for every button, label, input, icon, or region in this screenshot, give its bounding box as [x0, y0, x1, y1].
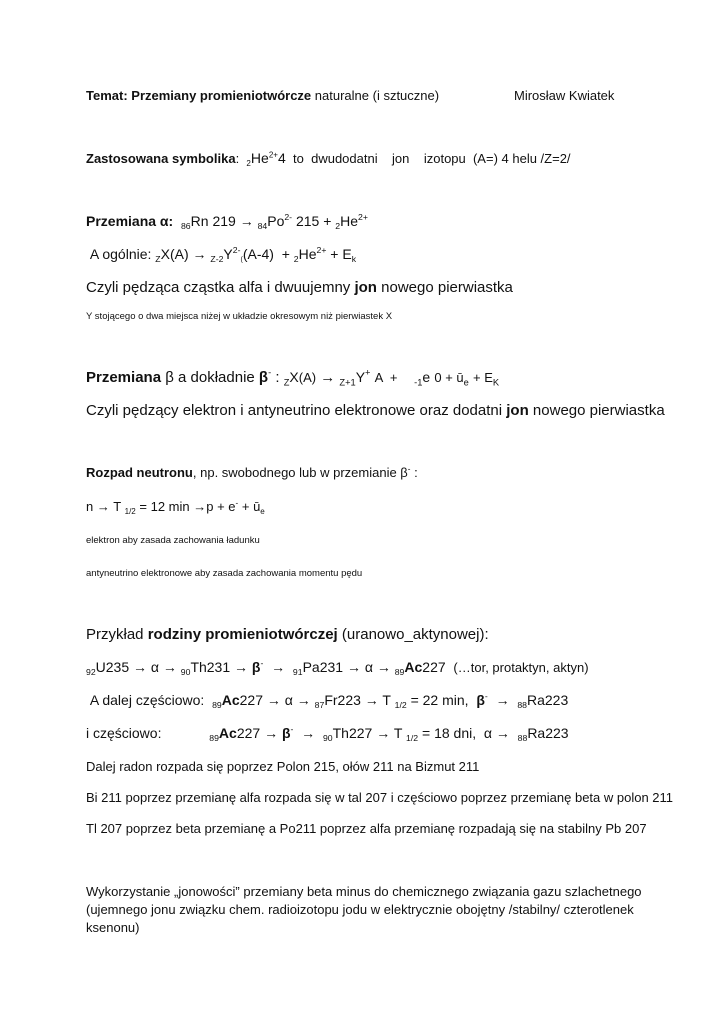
family-title-post: (uranowo_aktynowej): [341, 626, 489, 643]
neutron-label-rest: , np. swobodnego lub w przemianie β [192, 465, 408, 480]
by-mass: A + [374, 370, 398, 385]
rn-z: 86 [180, 221, 191, 232]
r1-alpha2: → α → [346, 659, 391, 675]
alpha-label: Przemiana α: [86, 213, 174, 229]
neutron-note-1: elektron aby zasada zachowania ładunku [86, 535, 260, 546]
neutron-equation [86, 499, 265, 514]
arrow-icon: → [364, 692, 379, 708]
alpha-note: Y stojącego o dwa miejsca niżej w układzie okresowym niż pierwiastek X [86, 311, 393, 322]
beta-bold: β [258, 369, 269, 386]
by-charge: + [365, 367, 371, 378]
he-symbol3: He [298, 246, 317, 262]
title-prefix: Temat: [86, 88, 128, 103]
r1-z3: 91 [292, 667, 303, 678]
r3-beta: β [281, 725, 291, 741]
r2-z3: 88 [517, 700, 527, 711]
beta-equation [86, 369, 499, 386]
family-title-bold: rodziny promieniotwórczej [147, 626, 338, 643]
antineutrino-sub: e [260, 506, 265, 516]
title-main: Przemiany promieniotwórcze [131, 88, 312, 103]
beta-desc-bold: jon [506, 402, 529, 419]
beta-colon: : [275, 369, 280, 386]
symbolika-text: to dwudodatni jon izotopu (A=) 4 helu /Z=2/ [293, 151, 571, 166]
r3-s2: Th227 [332, 725, 373, 741]
po-mass: 215 + [295, 213, 332, 229]
alpha-description [86, 279, 513, 296]
beta-description [86, 402, 665, 419]
r1-z4: 89 [394, 667, 405, 678]
r2-alpha: → α → [266, 692, 311, 708]
alpha-desc-bold: jon [354, 279, 377, 296]
r2-time: = 22 min, [410, 692, 469, 708]
rn-mass: 219 [212, 213, 236, 229]
he-z3: 2 [293, 254, 299, 265]
e-minus: - [235, 498, 239, 508]
y-charge: 2- [232, 244, 241, 255]
he-charge3: 2+ [316, 244, 327, 255]
y-paren: ( [240, 256, 243, 264]
be-sub: e [463, 377, 469, 388]
r3-m1: 227 [236, 725, 261, 741]
r2-s1: Ac [221, 692, 240, 708]
arrow-icon: → [271, 659, 286, 675]
r3-t: T [393, 725, 403, 741]
r3-minus: - [290, 723, 294, 734]
bek-sub: K [492, 377, 500, 388]
po-charge: 2- [284, 211, 293, 222]
r2-s2: Fr223 [324, 692, 361, 708]
alpha-desc-pre: Czyli pędząca cząstka alfa i dwuujemny [86, 279, 351, 296]
he-z2: 2 [335, 221, 341, 232]
r3-alpha: α → [483, 725, 510, 741]
r2-z2: 87 [314, 700, 325, 711]
r3-prefix: i częściowo: [86, 725, 162, 741]
r1-minus: - [260, 657, 264, 668]
by-z: Z+1 [339, 377, 356, 388]
arrow-icon: → [301, 725, 316, 741]
r3-half: 1/2 [406, 733, 419, 744]
bx-symbol: X [289, 369, 299, 385]
he-symbol: He [250, 150, 269, 166]
arrow-icon: → [320, 369, 336, 386]
r3-time: = 18 dni, [422, 725, 477, 741]
ek-plus: + E [330, 246, 352, 262]
arrow-icon: → [376, 725, 391, 741]
time-value: = 12 min [139, 499, 190, 514]
neutron-label: Rozpad neutronu [86, 465, 193, 480]
beta-minus: - [268, 367, 272, 378]
title-rest: naturalne (i sztuczne) [314, 88, 440, 103]
r2-prefix: A dalej częściowo: [89, 692, 205, 708]
alpha-general [86, 244, 357, 265]
be-z: -1 [414, 377, 423, 388]
r1-s2: Th231 [190, 659, 231, 675]
y-mass: (A-4) + [242, 246, 290, 262]
r2-beta: β [476, 692, 485, 708]
r2-minus: - [484, 690, 488, 701]
r3-s1: Ac [218, 725, 237, 741]
r2-s3: Ra223 [527, 692, 569, 708]
t-symbol: T [113, 499, 121, 514]
neutron-tail: : [414, 465, 418, 480]
by-symbol: Y [355, 369, 366, 385]
alpha-desc-post: nowego pierwiastka [381, 279, 513, 296]
r2-z1: 89 [212, 700, 222, 711]
antineutrino: + ū [241, 499, 261, 514]
r3-z3: 88 [517, 733, 528, 744]
family-row-1 [86, 657, 589, 678]
general-prefix: A ogólnie: [89, 246, 152, 262]
family-line-5: Bi 211 poprzez przemianę alfa rozpada się w tal 207 i częściowo poprzez przemianę beta w polon 211 [86, 790, 674, 805]
r3-s3: Ra223 [527, 725, 569, 741]
alpha-equation [86, 211, 368, 232]
r1-alpha: → α → [133, 659, 177, 675]
r1-z2: 90 [180, 667, 191, 678]
arrow-icon: → [193, 499, 207, 514]
po-symbol: Po [267, 213, 285, 229]
closing-paragraph: Wykorzystanie „jonowości” przemiany beta minus do chemicznego związania gazu szlachetnego (ujemnego jonu związku chem. radioizotopu jodu w elektrycznie obojętny /stabilny/ czterotlenek ksenonu) [86, 884, 642, 935]
r3-z1: 89 [209, 733, 219, 744]
neutron-heading [86, 465, 418, 480]
x-mass: (A) [169, 246, 189, 262]
r2-t: T [382, 692, 391, 708]
family-row-3 [86, 723, 569, 744]
beta-desc-pre: Czyli pędzący elektron i antyneutrino elektronowe oraz dodatni [86, 402, 503, 419]
r2-half: 1/2 [394, 700, 407, 711]
r1-s4: Ac [404, 659, 423, 675]
symbolika-label: Zastosowana symbolika [86, 151, 236, 166]
r1-m4: 227 [422, 659, 446, 675]
beta-word: β a dokładnie [165, 369, 255, 386]
bx-mass: (A) [298, 370, 317, 385]
arrow-icon: → [96, 499, 110, 514]
page-title [86, 88, 439, 103]
he-charge2: 2+ [358, 211, 368, 222]
author-name: Mirosław Kwiatek [514, 88, 615, 103]
he-charge: 2+ [268, 150, 278, 160]
beta-desc-post: nowego pierwiastka [532, 402, 665, 419]
family-line-4: Dalej radon rozpada się poprzez Polon 215, ołów 211 na Bizmut 211 [86, 759, 480, 774]
arrow-icon: → [192, 246, 207, 262]
neutron-minus: - [407, 464, 411, 474]
symbolika-line [86, 150, 571, 166]
family-heading [86, 626, 489, 643]
neutron-note-2: antyneutrino elektronowe aby zasada zachowania momentu pędu [86, 568, 363, 579]
r1-note: (…tor, protaktyn, aktyn) [453, 660, 589, 675]
x-symbol: X [160, 246, 170, 262]
n-symbol: n [86, 499, 94, 514]
arrow-icon: → [239, 213, 254, 229]
bek-plus: + E [472, 370, 493, 385]
r1-beta: β [251, 659, 261, 675]
he-mass: 4 [278, 150, 286, 166]
products: p + e [206, 499, 236, 514]
rn-symbol: Rn [190, 213, 209, 229]
be-symbol: e [422, 369, 431, 385]
x-z: Z [155, 254, 161, 265]
he-z: 2 [246, 158, 251, 168]
be-mass: 0 + ū [434, 370, 464, 385]
arrow-icon: → [234, 659, 249, 675]
ek-sub: k [351, 254, 357, 265]
r1-z1: 92 [86, 667, 96, 678]
r1-s1: U235 [95, 659, 130, 675]
beta-label: Przemiana [86, 369, 162, 386]
symbolika-colon: : [235, 151, 240, 166]
family-row-2 [86, 690, 569, 711]
half-sub: 1/2 [124, 506, 136, 516]
y-symbol: Y [223, 246, 233, 262]
arrow-icon: → [264, 725, 279, 741]
r1-s3: Pa231 [302, 659, 344, 675]
bx-z: Z [283, 377, 290, 388]
family-title-pre: Przykład [86, 626, 144, 643]
po-z: 84 [257, 221, 268, 232]
family-line-6: Tl 207 poprzez beta przemianę a Po211 poprzez alfa przemianę rozpadają się na stabilny Pb 207 [86, 821, 647, 836]
he-symbol2: He [340, 213, 359, 229]
r3-z2: 90 [322, 733, 333, 744]
r2-m1: 227 [239, 692, 263, 708]
arrow-icon: → [495, 692, 510, 708]
y-z: Z-2 [210, 254, 224, 265]
